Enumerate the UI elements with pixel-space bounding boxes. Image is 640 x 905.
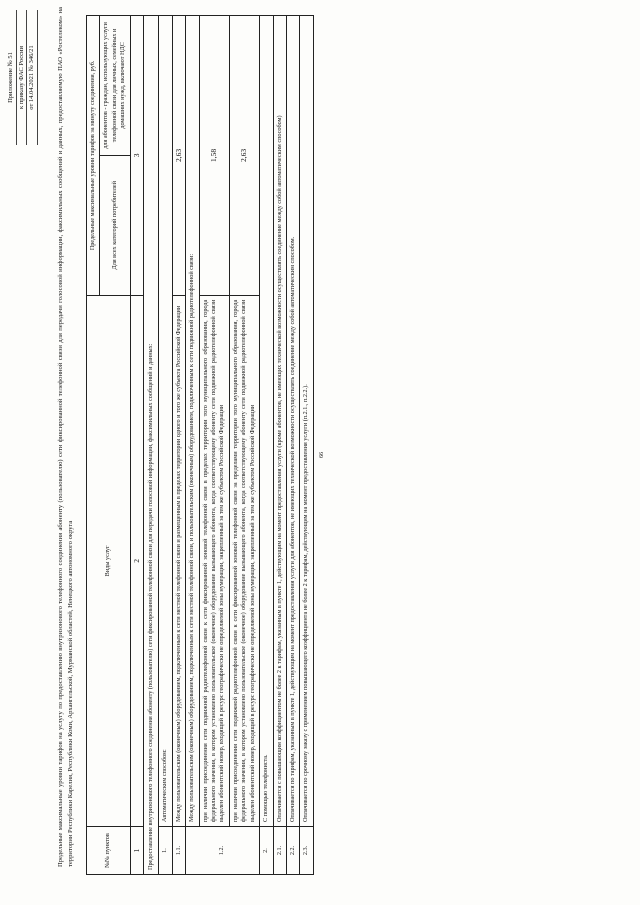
service-description: С помощью телефониста. <box>260 16 273 827</box>
column-number-row <box>130 16 143 875</box>
service-description: Между пользовательским (оконечным) оборудованием, подключенным к сети местной телефонной связи и размещенным в пределах территории одного и того же субъекта Российской Федерации <box>172 295 185 826</box>
appendix-line-1: Приложение № 51 <box>6 10 17 145</box>
table-row <box>286 16 299 875</box>
appendix-line-3: от 14.04.2021 № 346/21 <box>27 10 38 145</box>
item-number: 2.1. <box>273 827 286 875</box>
service-description: Оплачивается с повышающим коэффициентом не более 2 к тарифам, указанным в пункте 1, действующим на момент предоставления услуги (кроме абонентов, не имеющих технической возможности осуществлять соединение между собой автоматическим способом) <box>273 16 286 827</box>
table-row <box>260 16 273 875</box>
tariff-value: 1,58 <box>199 16 229 296</box>
table-row <box>300 16 313 875</box>
table-row <box>229 16 259 875</box>
service-description: Оплачивается по тарифам, указанным в пункте 1, действующим на момент предоставления услуги для абонентов, не имеющих технической возможности осуществлять соединение между собой автоматическим способом. <box>286 16 299 827</box>
item-number: 2.2. <box>286 827 299 875</box>
table-row <box>172 16 185 875</box>
tariff-value: 2,63 <box>229 16 259 296</box>
appendix-header <box>6 10 38 145</box>
service-description: при наличии присоединения сети подвижной радиотелефонной связи к сети фиксированной зоновой телефонной связи в пределах территории того муниципального образования, города федерального значения, в котором установлено пользовательское (оконечное) оборудование вызывающего абонента, когда соответствующему абоненту сети подвижной радиотелефонной связи выделен абонентский номер, входящий в ресурс географически не определяемой зоны нумерации, закрепленный за тем же субъектом Российской Федерации <box>199 295 229 826</box>
item-number: 1. <box>159 827 172 875</box>
table-header-row <box>87 16 100 875</box>
appendix-line-2: к приказу ФАС России <box>17 10 28 145</box>
item-number: 1.2. <box>186 827 260 875</box>
column-number-2: 2 <box>130 295 143 826</box>
tariff-value: 2,63 <box>172 16 185 296</box>
column-number-3: 3 <box>130 16 143 296</box>
table-row <box>159 16 172 875</box>
column-number-1: 1 <box>130 827 143 875</box>
header-citizens: для абонентов - граждан, использующих услуги телефонной связи для личных, семейных и домашних нужд, включают НДС <box>100 16 130 156</box>
item-number: 2. <box>260 827 273 875</box>
table-row <box>273 16 286 875</box>
header-tariff-levels: Предельные максимальные уровни тарифов за минуту соединения, руб. <box>87 16 100 296</box>
table-row <box>144 16 159 875</box>
service-description: Автоматическим способом: <box>159 16 172 827</box>
table-row <box>186 16 199 875</box>
document-title: Предельные максимальные уровни тарифов на услугу по предоставлению внутризонового телефонного соединения абоненту (пользователю) сети фиксированной телефонной связи для передачи голосовой информации, факсимильных сообщений и данных, предоставляемую ПАО «Ростелеком» на территории Республики Карелия, Республики Коми, Архангельской, Мурманской областей, Ненецкого автономного округа <box>57 7 74 867</box>
tariff-table <box>86 15 314 875</box>
page-number: 66 <box>319 452 325 458</box>
header-item-number: №№ пунктов <box>87 827 131 875</box>
table-row <box>199 16 229 875</box>
service-description: Оплачивается по срочному заказу с применением повышающего коэффициента не более 2 к тарифам, действующим на момент предоставления услуги (п.2.1., п.2.2.). <box>300 16 313 827</box>
service-description: Между пользовательским (оконечным) оборудованием, подключенным к сети местной телефонной связи, и пользовательским (оконечным) оборудованием, подключенным к сети подвижной радиотелефонной связи: <box>186 16 199 827</box>
item-number: 2.3. <box>300 827 313 875</box>
item-number: 1.1. <box>172 827 185 875</box>
section-main-label: Предоставление внутризонового телефонного соединения абоненту (пользователю) сети фиксированной телефонной связи для передачи голосовой информации, факсимильных сообщений и данных: <box>144 16 159 875</box>
header-service-type: Виды услуг <box>87 295 131 826</box>
header-all-consumers: Для всех категорий потребителей <box>100 155 130 295</box>
service-description: при наличии присоединения сети подвижной радиотелефонной связи к сети фиксированной зоновой телефонной связи за пределами территории того муниципального образования, города федерального значения, в котором установлено пользовательское (оконечное) оборудование вызывающего абонента, когда соответствующему абоненту сети подвижной радиотелефонной связи выделен абонентский номер, входящий в ресурс географически не определяемой зоны нумерации, закрепленный за тем же субъектом Российской Федерации <box>229 295 259 826</box>
